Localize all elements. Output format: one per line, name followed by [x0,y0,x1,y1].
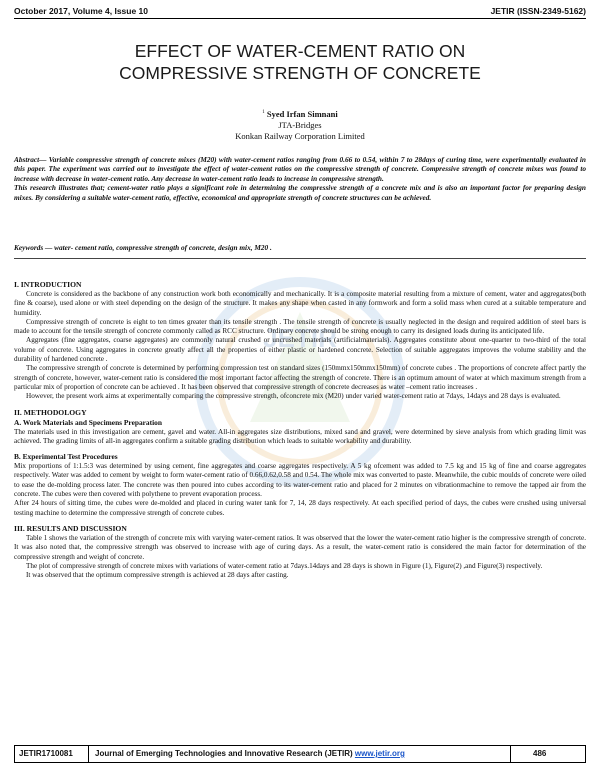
section-introduction-heading: I. INTRODUCTION [14,280,82,289]
results-paragraph-1: Table 1 shows the variation of the strength of concrete mix with varying water-cement ratios. It was observed that the lower the water-cement ratio higher is the compressive strength of concrete. It was also noted that, the compressive strength was observed to increase with age of curing days. As a result, the water-cement ratio is considered the main factor for determination of the compressive strength and weight of concrete. [14,533,586,561]
abstract [14,155,586,202]
title-line-1: EFFECT OF WATER-CEMENT RATIO ON [134,41,466,61]
paper-body [14,280,586,580]
abstract-paragraph-2: This research illustrates that; cement-water ratio plays a significant role in determining the compressive strength of a concrete mix and is also an important factor for preparing design mixes. By considering a suitable water-cement ratio, effective, economical and appropriate strength of concrete structures can be achieved. [14,183,586,202]
header-issn: JETIR (ISSN-2349-5162) [490,6,586,16]
method-paragraph-3: After 24 hours of sitting time, the cubes were de-molded and placed in curing water tank for 7, 14, 28 days respectively. At each specified period of days, the cubes were crushed using universal testing machine to determine the compressive strength of concrete cubes. [14,499,586,517]
section-results-heading: III. RESULTS AND DISCUSSION [14,523,127,533]
keywords: Keywords — water- cement ratio, compressive strength of concrete, design mix, M20 . [14,243,272,252]
page-footer [14,745,586,763]
subsection-work-materials: A. Work Materials and Specimens Preparation [14,417,162,427]
running-header [14,4,586,18]
paper-title [20,40,580,84]
intro-paragraph-2: Compressive strength of concrete is eight to ten times greater than its tensile strength . The tensile strength of concrete is usually neglected in the design and required addition of steel bars is made to account for the tensile strength of concrete commonly called as RCC structure. Ordinary concrete should be strong enough to carry its designed loads during its anticipated life. [14,317,586,336]
intro-paragraph-5: However, the present work aims at experimentally comparing the compressive strength, ofconcrete mix (M20) under varied water-cement ratio at 7days, 14days and 28 days is evaluated. [26,392,561,401]
footer-website-link[interactable]: www.jetir.org [354,749,405,758]
footer-paper-id: JETIR1710081 [19,749,73,758]
method-paragraph-1: The materials used in this investigation are cement, gavel and water. All-in aggregates size distributions, mixed sand and gravel, were determined by sieve analysis from which grading limit was achieved. The grading limits of all-in aggregates confirm a suitable grading distribution which leads to suitable workability and durability. [14,427,586,445]
title-line-2: COMPRESSIVE STRENGTH OF CONCRETE [119,63,481,83]
keywords-rule [14,258,586,259]
author-name: Syed Irfan Simnani [266,108,338,119]
abstract-paragraph-1: Abstract— Variable compressive strength of concrete mixes (M20) with water-cement ratios ranging from 0.66 to 0.54, within 7 to 28days of curing time, were experimentally evaluated in this paper. The experiment was carried out to investigate the effect of water-cement ratios on the compressive strength of concrete. Compressive strength of concrete mixes was found to increase with decrease in water-cement ratio. Any decrease in water-cement ratio leads to increase in compressive strength. [14,155,586,183]
method-paragraph-2: Mix proportions of 1:1.5:3 was determined by using cement, fine aggregates and coarse aggregates respectively. A 5 kg ofcement was added to 7.5 kg and 15 kg of fine and coarse aggregates respectively. Water was added to cement by weight to form water-cement ratio of 0.66,0.62,0.58 and 0.54. The whole mix was converted to paste. Meanwhile, the cubic moulds of concrete were oiled to ease the de-molding process later. The concrete was then poured into cubes according to its water-cement ratio and placed for 2 minutes on vibrationmachine to remove the tapped air from the concrete. The cubes were then covered with polythene to prevent evaporation process. [14,462,586,499]
intro-paragraph-1: Concrete is considered as the backbone of any construction work both economically and mechanically. It is a composite material resulting from a mixture of cement, water and aggregates(both fine & coarse), used alone or with steel depending on the design of the structure. It makes any shape when casted in any formwork and form a solid mass when cured at a suitable temperature and humidity. [14,290,586,317]
subsection-test-procedures: B. Experimental Test Procedures [14,452,118,462]
intro-paragraph-4: The compressive strength of concrete is determined by performing compression test on standard sizes (150mmx150mmx150mm) of concrete cubes . The proportions of concrete affect partly the strength of concrete, however, water-cement ratio is considered the most important factor affecting the strength of concrete. There is an optimum amount of water at which maximum strength from a particular mix of proportion of concrete can be achieved . It has been observed that compressive strength of concrete decreases as water –cement ratio increases . [14,364,586,391]
header-rule [14,18,586,19]
footer-journal [95,749,405,758]
author-affiliation-1: JTA-Bridges [278,119,322,130]
watermark-text: JETIR [263,323,337,353]
author-affiliation-2: Konkan Railway Corporation Limited [235,130,365,141]
header-issue: October 2017, Volume 4, Issue 10 [14,6,149,16]
author-block [0,107,600,142]
author-sup: 1 [262,110,265,115]
footer-journal-name: Journal of Emerging Technologies and Innovative Research (JETIR) [95,749,355,758]
results-paragraph-2: The plot of compressive strength of concrete mixes with variations of water-cement ratio at 7days.14days and 28 days is shown in Figure (1), Figure(2) ,and Figure(3) respectively. [26,561,543,570]
intro-paragraph-3: Aggregates (fine aggregates, coarse aggregates) are commonly natural crushed or uncrushed materials (artificialmaterials). Aggregates constitute about one-quarter to two-third of the total volume of concrete. Using aggregates in concrete greatly affect all the properties of either plastic or hardened concrete. Selection of suitable aggregates improves the volume stability and the durability of hardened concrete . [14,336,586,364]
results-paragraph-3: It was observed that the optimum compressive strength is achieved at 28 days after casting. [26,571,289,580]
section-methodology-heading: II. METHODOLOGY [14,407,87,417]
footer-page-number: 486 [533,749,547,758]
